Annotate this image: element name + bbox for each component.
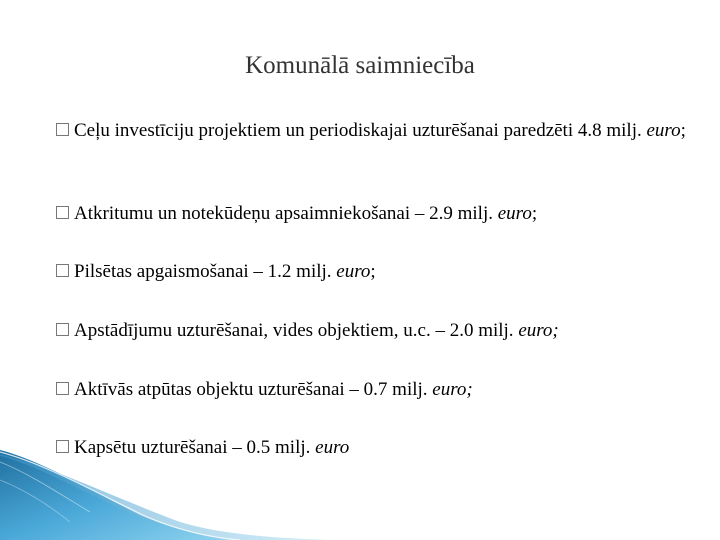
bullet-unit: euro;: [432, 379, 473, 400]
checkbox-bullet-icon: [56, 382, 69, 395]
bullet-unit: euro: [497, 203, 532, 224]
bullet-suffix: ;: [531, 203, 538, 224]
checkbox-bullet-icon: [56, 264, 69, 277]
bullet-text: Ceļu investīciju projektiem un periodiskajai uzturēšanai paredzēti 4.8 milj.: [74, 120, 647, 141]
bullet-suffix: ;: [680, 120, 686, 141]
bullet-text: Pilsētas apgaismošanai – 1.2 milj.: [74, 261, 337, 282]
bullet-text: Kapsētu uzturēšanai – 0.5 milj.: [74, 437, 316, 458]
checkbox-bullet-icon: [56, 323, 69, 336]
bullet-unit: euro;: [518, 320, 559, 341]
checkbox-bullet-icon: [56, 206, 69, 219]
bullet-unit: euro: [646, 120, 681, 141]
bullet-unit: euro: [315, 437, 350, 458]
bullet-text: Apstādījumu uzturēšanai, vides objektiem, u.c. – 2.0 milj.: [74, 320, 519, 341]
bullet-item-lighting: [56, 259, 696, 284]
bullet-text: Aktīvās atpūtas objektu uzturēšanai – 0.7 milj.: [74, 379, 433, 400]
bullet-item-greenery: [56, 318, 696, 343]
bullet-item-recreation: [56, 377, 696, 402]
bullet-item-waste: [56, 201, 696, 226]
checkbox-bullet-icon: [56, 123, 69, 136]
bullet-item-roads: [56, 118, 696, 143]
bullet-suffix: ;: [370, 261, 376, 282]
bullet-unit: euro: [336, 261, 371, 282]
bullet-text: Atkritumu un notekūdeņu apsaimniekošanai – 2.9 milj.: [74, 203, 498, 224]
slide-title: Komunālā saimniecība: [245, 52, 475, 79]
corner-wave-decoration: [0, 430, 330, 540]
